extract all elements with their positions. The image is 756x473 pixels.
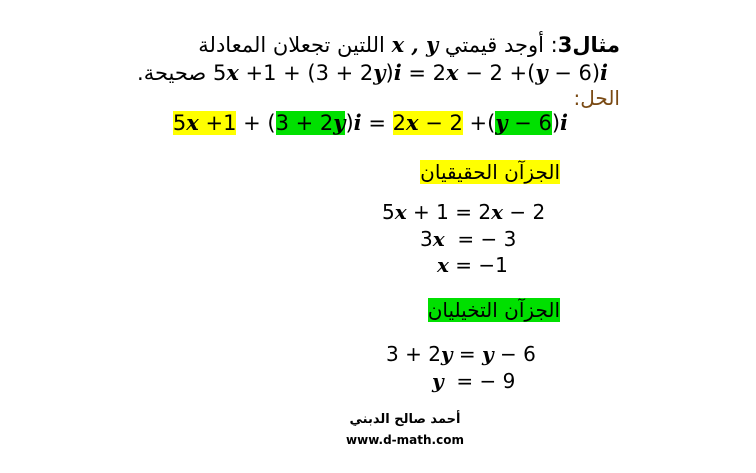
- real-part-right: 2x − 2: [392, 110, 463, 135]
- real-part-left: 5x +1: [172, 110, 237, 135]
- imaginary-parts-heading: الجزآن التخيليان: [427, 298, 560, 322]
- problem-statement-line-1: مثال3: أوجد قيمتي x , y اللتين تجعلان المعادلة: [198, 32, 620, 57]
- real-equation-2: 3x = − 3: [420, 227, 517, 251]
- example-label: مثال3: [557, 33, 620, 57]
- main-equation: 5x +1 + (3 + 2y)i = 2x − 2 +(y − 6)i: [172, 110, 568, 135]
- real-equation-1: 5x + 1 = 2x − 2: [382, 200, 546, 224]
- real-parts-heading: الجزآن الحقيقيان: [420, 160, 560, 184]
- problem-equation: 5x +1 + (3 + 2y)i = 2x − 2 +(y − 6)i: [212, 60, 608, 85]
- imaginary-equation-1: 3 + 2y = y − 6: [386, 342, 536, 366]
- website-link[interactable]: www.d-math.com: [346, 433, 464, 447]
- imaginary-equation-2: y = − 9: [432, 369, 516, 393]
- real-equation-3: x = −1: [437, 253, 508, 277]
- imaginary-part-left: 3 + 2y: [275, 110, 346, 135]
- problem-statement-line-2: 5x +1 + (3 + 2y)i = 2x − 2 +(y − 6)i صحيحة.: [137, 60, 608, 85]
- variables-x-y: x , y: [391, 32, 439, 57]
- author-name: أحمد صالح الدبني: [349, 412, 461, 427]
- imaginary-part-right: y − 6: [495, 110, 552, 135]
- solution-label: الحل:: [573, 86, 620, 110]
